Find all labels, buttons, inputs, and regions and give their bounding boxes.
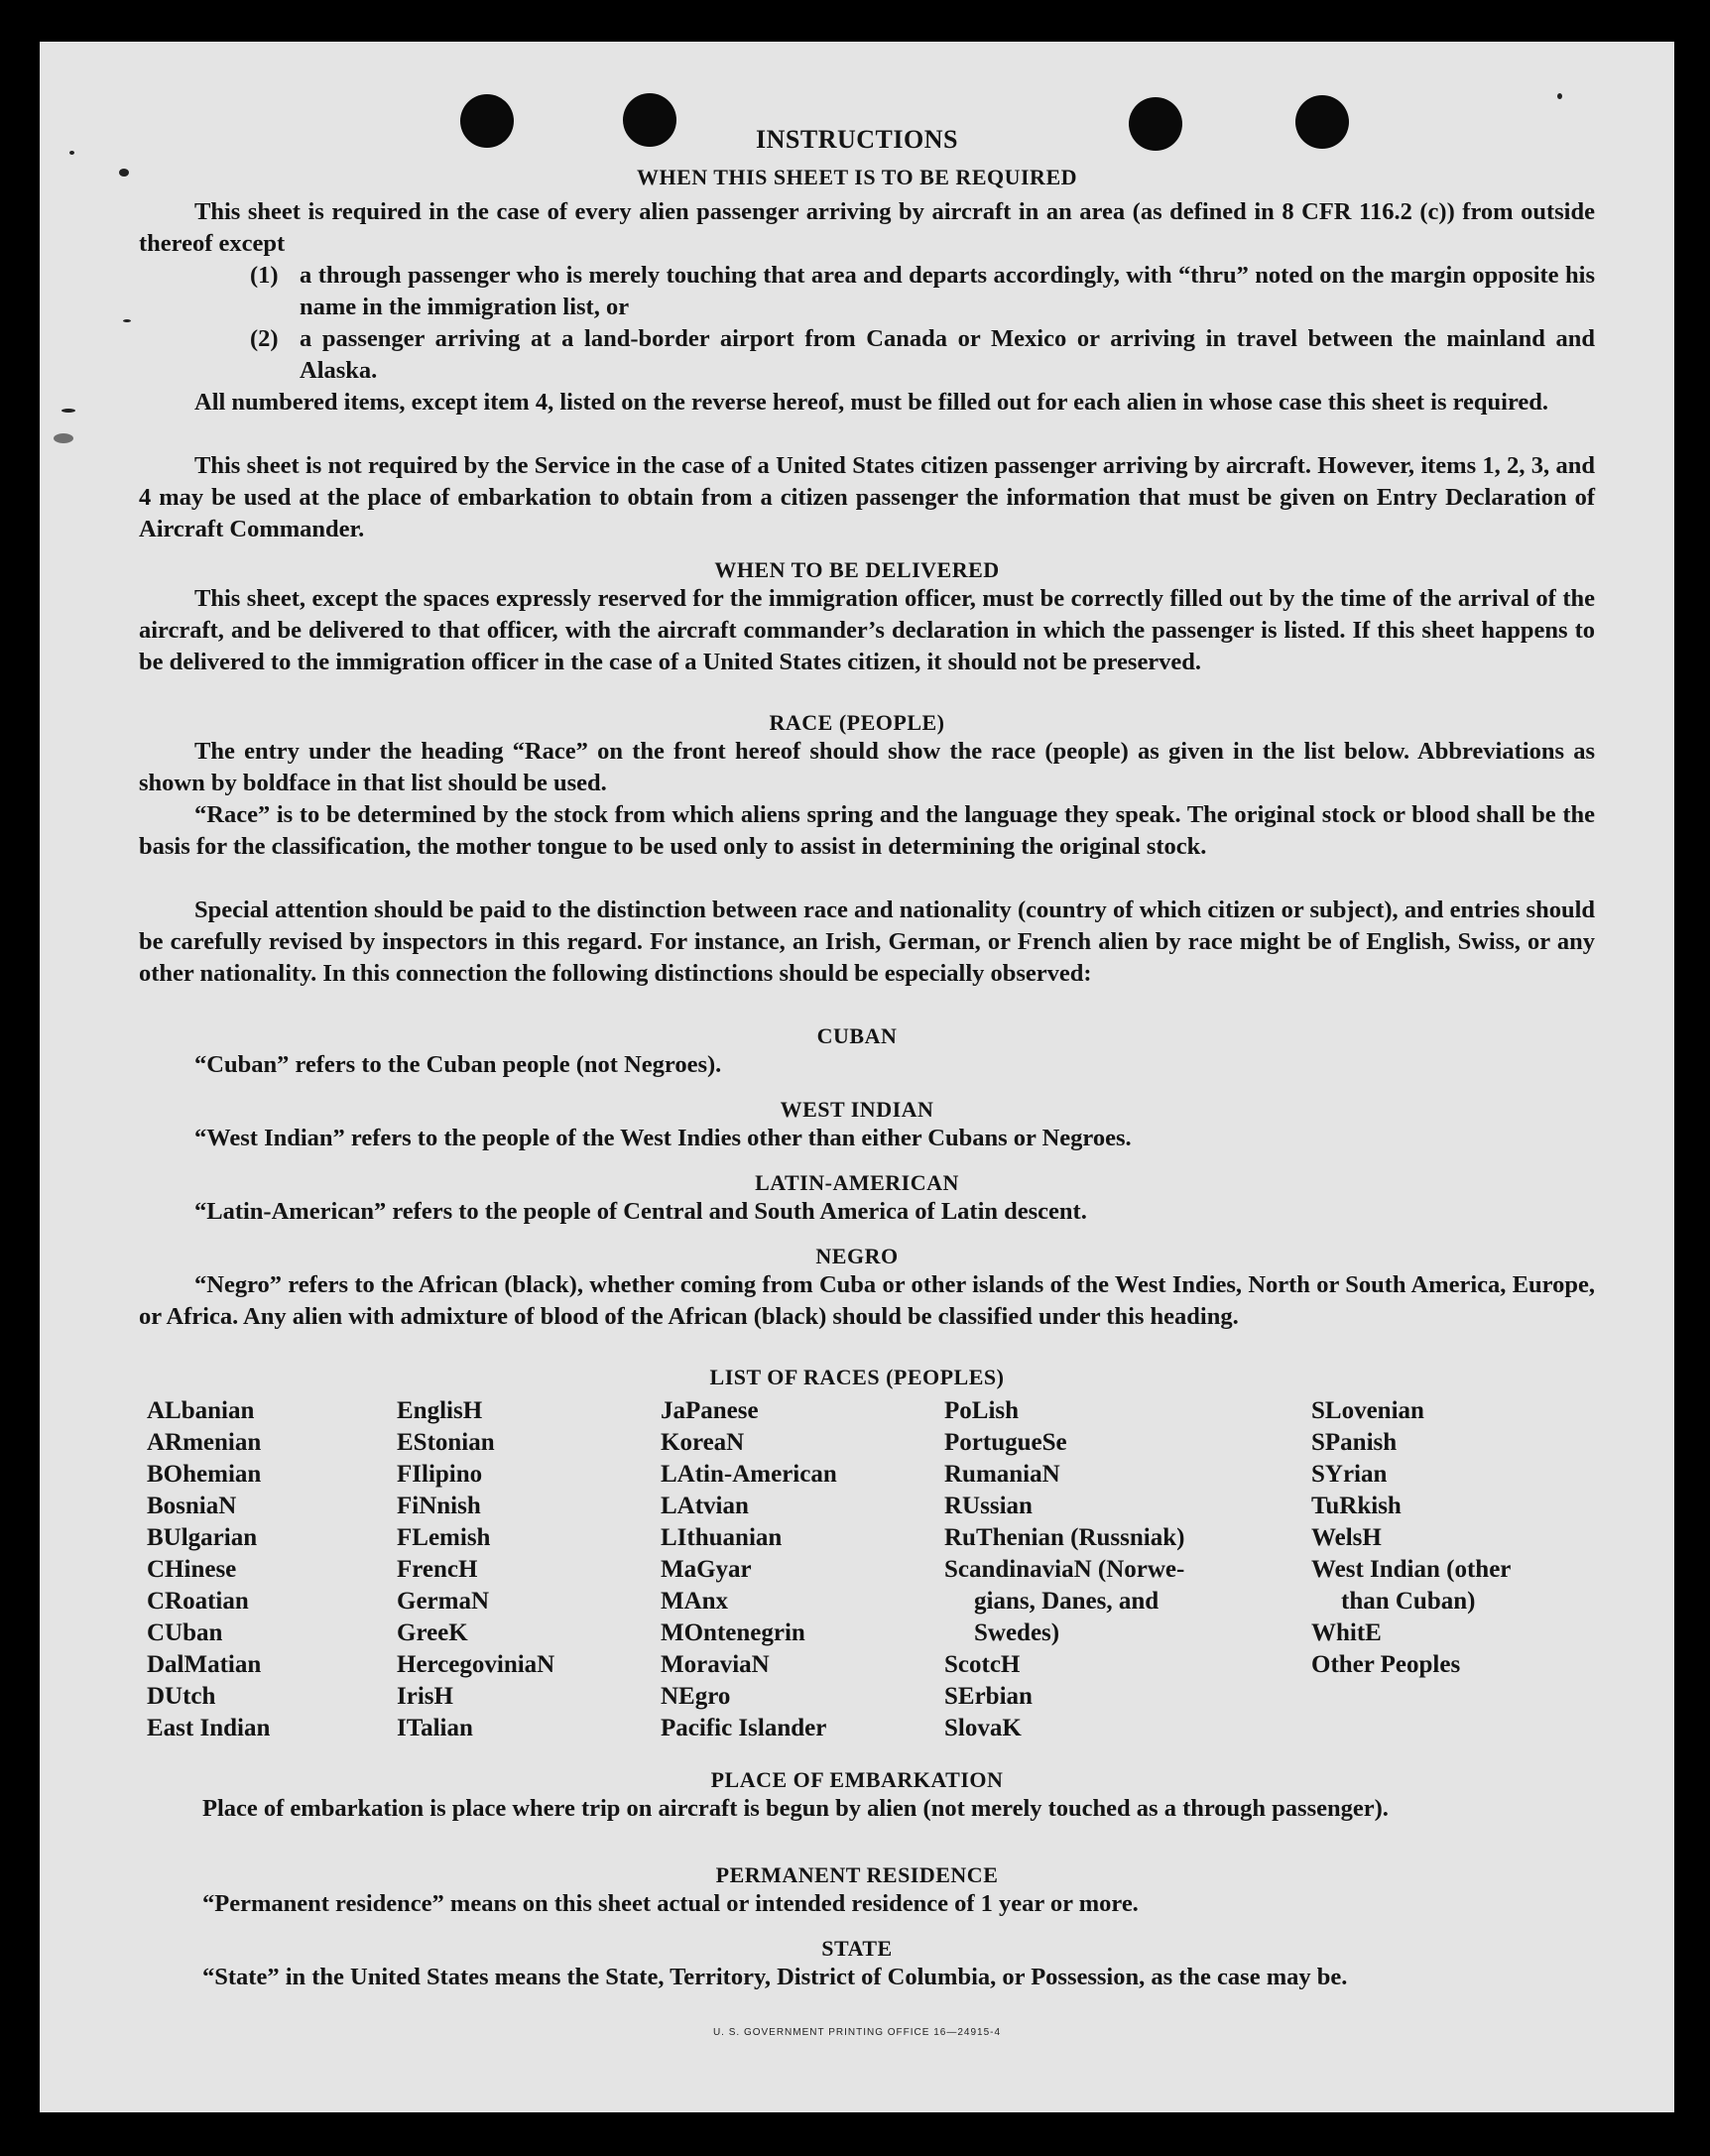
paragraph: This sheet is required in the case of every alien passenger arriving by aircraft in an area (as defined in 8 CFR 116.2 (c)) from outside thereof except	[139, 198, 1595, 257]
race-item: IrisH	[397, 1683, 453, 1710]
printer-imprint: U. S. GOVERNMENT PRINTING OFFICE 16—24915-4	[712, 2027, 1002, 2038]
race-item: BOhemian	[147, 1461, 262, 1488]
race-item: RuThenian (Russniak)	[944, 1524, 1185, 1551]
section-heading: PLACE OF EMBARKATION	[710, 1767, 1004, 1792]
race-item: East Indian	[147, 1715, 271, 1741]
race-item: FLemish	[397, 1524, 491, 1551]
race-item: MaGyar	[661, 1556, 752, 1583]
paragraph: Special attention should be paid to the distinction between race and nationality (country of which citizen or subject), and entries should be carefully revised by inspectors in this regard. For instance, an Irish, German, or French alien by race might be of English, Swiss, or any other nationality. In this connection the following distinctions should be especially observed:	[139, 897, 1595, 987]
race-item: ScandinaviaN (Norwe-	[944, 1556, 1185, 1583]
section-heading: STATE	[821, 1936, 893, 1961]
race-item: MOntenegrin	[661, 1619, 805, 1646]
paragraph: “Latin-American” refers to the people of Central and South America of Latin descent.	[194, 1198, 1087, 1225]
paragraph: “Permanent residence” means on this sheet actual or intended residence of 1 year or more.	[202, 1890, 1139, 1917]
race-item: West Indian (other	[1311, 1556, 1512, 1583]
section-heading: LIST OF RACES (PEOPLES)	[709, 1365, 1005, 1389]
section-heading: PERMANENT RESIDENCE	[715, 1862, 999, 1887]
race-item: PoLish	[944, 1397, 1020, 1424]
race-item: WelsH	[1311, 1524, 1382, 1551]
race-item: NEgro	[661, 1683, 731, 1710]
race-item: DalMatian	[147, 1651, 262, 1678]
section-heading: RACE (PEOPLE)	[769, 710, 945, 735]
section-heading: WHEN THIS SHEET IS TO BE REQUIRED	[636, 165, 1078, 189]
race-item: LIthuanian	[661, 1524, 783, 1551]
race-item: WhitE	[1311, 1619, 1382, 1646]
scan-speck	[1557, 93, 1562, 99]
scan-speck	[61, 409, 75, 413]
race-item: SLovenian	[1311, 1397, 1424, 1424]
paragraph: “Race” is to be determined by the stock from which aliens spring and the language they speak. The original stock or blood shall be the basis for the classification, the mother tongue to be used only to assist in determining the original stock.	[139, 801, 1595, 860]
race-item: DUtch	[147, 1683, 216, 1710]
race-item: ITalian	[397, 1715, 473, 1741]
scan-speck	[123, 319, 131, 322]
race-column	[661, 1395, 837, 1744]
section-heading: WEST INDIAN	[780, 1097, 934, 1122]
race-item: CRoatian	[147, 1588, 249, 1615]
paragraph: “Negro” refers to the African (black), whether coming from Cuba or other islands of the West Indies, North or South America, Europe, or Africa. Any alien with admixture of blood of the African (black) should be classified under this heading.	[139, 1271, 1595, 1330]
section-heading: LATIN-AMERICAN	[755, 1170, 959, 1195]
paragraph: All numbered items, except item 4, listed on the reverse hereof, must be filled out for each alien in whose case this sheet is required.	[194, 389, 1549, 416]
race-item: ARmenian	[147, 1429, 262, 1456]
race-item: than Cuban)	[1341, 1588, 1476, 1615]
paragraph: “West Indian” refers to the people of the West Indies other than either Cubans or Negroes.	[194, 1125, 1132, 1151]
race-column	[1311, 1395, 1511, 1681]
paragraph: Place of embarkation is place where trip on aircraft is begun by alien (not merely touched as a through passenger).	[202, 1795, 1389, 1822]
race-item: Pacific Islander	[661, 1715, 827, 1741]
race-item: RumaniaN	[944, 1461, 1060, 1488]
race-item: TuRkish	[1311, 1493, 1402, 1519]
section-heading: CUBAN	[816, 1023, 898, 1048]
scan-speck	[54, 433, 73, 443]
race-item: SlovaK	[944, 1715, 1022, 1741]
race-column	[147, 1395, 270, 1744]
race-item: GreeK	[397, 1619, 468, 1646]
section-heading: WHEN TO BE DELIVERED	[714, 557, 1000, 582]
race-item: LAtin-American	[661, 1461, 837, 1488]
section-heading: NEGRO	[815, 1244, 899, 1268]
paragraph: The entry under the heading “Race” on the front hereof should show the race (people) as given in the list below. Abbreviations as shown by boldface in that list should be used.	[139, 738, 1595, 796]
race-item: EStonian	[397, 1429, 495, 1456]
paragraph: This sheet, except the spaces expressly reserved for the immigration officer, must be correctly filled out by the time of the arrival of the aircraft, and be delivered to that officer, with the aircraft commander’s declaration in which the passenger is listed. If this sheet happens to be delivered to the immigration officer in the case of a United States citizen, it should not be preserved.	[139, 585, 1595, 675]
race-item: RUssian	[944, 1493, 1033, 1519]
page-title: INSTRUCTIONS	[756, 125, 958, 154]
race-item: MoraviaN	[661, 1651, 770, 1678]
race-item: CUban	[147, 1619, 223, 1646]
race-item: FIlipino	[397, 1461, 483, 1488]
race-item: JaPanese	[661, 1397, 759, 1424]
race-item: KoreaN	[661, 1429, 745, 1456]
list-number: (2)	[250, 325, 279, 352]
list-number: (1)	[250, 262, 279, 289]
race-item: CHinese	[147, 1556, 237, 1583]
paragraph: “State” in the United States means the State, Territory, District of Columbia, or Possession, as the case may be.	[202, 1964, 1348, 1990]
list-item: a through passenger who is merely touching that area and departs accordingly, with “thru” noted on the margin opposite his name in the immigration list, or	[300, 262, 1595, 320]
race-item: ScotcH	[944, 1651, 1021, 1678]
race-column	[397, 1395, 554, 1744]
race-item: gians, Danes, and	[974, 1588, 1160, 1615]
race-item: FrencH	[397, 1556, 478, 1583]
race-item: BUlgarian	[147, 1524, 258, 1551]
race-item: GermaN	[397, 1588, 490, 1615]
race-item: MAnx	[661, 1588, 729, 1615]
race-item: LAtvian	[661, 1493, 749, 1519]
race-item: Other Peoples	[1311, 1651, 1461, 1678]
list-item: a passenger arriving at a land-border airport from Canada or Mexico or arriving in travel between the mainland and Alaska.	[300, 325, 1595, 384]
race-item: SErbian	[944, 1683, 1033, 1710]
race-column	[944, 1395, 1184, 1744]
document-page	[40, 42, 1674, 2112]
race-item: EnglisH	[397, 1397, 483, 1424]
race-item: PortugueSe	[944, 1429, 1067, 1456]
race-item: HercegoviniaN	[397, 1651, 555, 1678]
paragraph: This sheet is not required by the Service in the case of a United States citizen passenger arriving by aircraft. However, items 1, 2, 3, and 4 may be used at the place of embarkation to obtain from a citizen passenger the information that must be given on Entry Declaration of Aircraft Commander.	[139, 452, 1595, 542]
race-item: ALbanian	[147, 1397, 255, 1424]
race-item: FiNnish	[397, 1493, 481, 1519]
race-item: BosniaN	[147, 1493, 237, 1519]
race-item: SYrian	[1311, 1461, 1388, 1488]
paragraph: “Cuban” refers to the Cuban people (not Negroes).	[194, 1051, 722, 1078]
race-item: SPanish	[1311, 1429, 1398, 1456]
race-item: Swedes)	[974, 1619, 1060, 1646]
